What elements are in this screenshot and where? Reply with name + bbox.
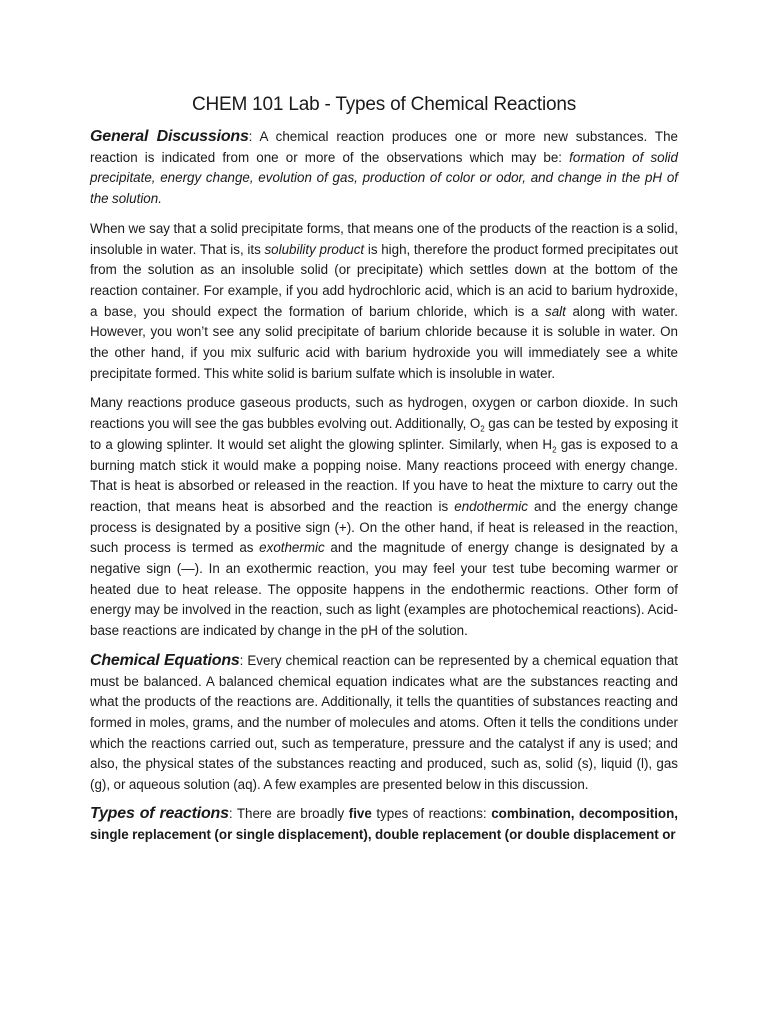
- heading-colon: :: [228, 805, 233, 821]
- heading-colon: :: [248, 129, 253, 144]
- text-run: Every chemical reaction can be represented by a chemical equation that must be balanced. A balanced chemical equation indicates what are the substances reacting and what the products of the reactions are. Additionally, it tells the quantities of substances reacting and formed in moles, grams, and the number of molecules and atoms. Often it tells the conditions under which the reactions carried out, such as temperature, pressure and the catalyst if any is used; and also, the physical states of the substances reacting and produced, such as, solid (s), liquid (l), gas (g), or aqueous solution (aq). A few examples are presented below in this discussion.: [90, 652, 678, 793]
- text-run: gas can be tested by exposing it to a glowing splinter. It would set alight the glowing splinter. Similarly, when H: [90, 416, 678, 452]
- text-run: and the energy change process is designated by a positive sign (+). On the other hand, if heat is released in the reaction, such process is termed as: [90, 498, 678, 556]
- text-run: types of reactions:: [371, 805, 492, 821]
- heading-colon: :: [239, 652, 244, 668]
- subscript-2: 2: [552, 445, 557, 455]
- paragraph-gas-and-energy: [90, 393, 678, 641]
- text-run: along with water. However, you won’t see any solid precipitate of barium chloride because it is soluble in water. On the other hand, if you mix sulfuric acid with barium hydroxide you will immediately see a white precipitate formed. This white solid is barium sulfate which is insoluble in water.: [90, 303, 678, 381]
- text-run: Many reactions produce gaseous products, such as hydrogen, oxygen or carbon dioxide. In such reactions you will see the gas bubbles evolving out. Additionally, O: [90, 395, 678, 432]
- bold-reaction-types: combination, decomposition, single replacement (or single displacement), double replacement (or double displacement or: [90, 805, 678, 842]
- subscript-2: 2: [480, 424, 485, 434]
- text-run: gas is exposed to a burning match stick it would make a popping noise. Many reactions proceed with energy change. That is heat is absorbed or released in the reaction. If you have to heat the mixture to carry out the reaction, that means heat is absorbed and the reaction is: [90, 436, 678, 514]
- paragraph-chemical-equations: [90, 651, 678, 796]
- italic-term-salt: salt: [545, 303, 566, 319]
- bold-term-five: five: [348, 805, 372, 821]
- text-run: A chemical reaction produces one or more new substances. The reaction is indicated from one or more of the observations which may be:: [90, 129, 678, 165]
- section-heading-general-discussions: General Discussions: [90, 128, 249, 145]
- document-title: CHEM 101 Lab - Types of Chemical Reactions: [191, 94, 577, 115]
- text-run: There are broadly: [232, 805, 349, 821]
- paragraph-precipitate: [90, 219, 678, 385]
- italic-term-endothermic: endothermic: [454, 498, 528, 514]
- italic-run: formation of solid precipitate, energy change, evolution of gas, production of color or odor, and change in the pH of the solution.: [90, 149, 678, 207]
- text-run: and the magnitude of energy change is designated by a negative sign (—). In an exothermic reaction, you may feel your test tube becoming warmer or heated due to heat release. The opposite happens in the endothermic reactions. Other form of energy may be involved in the reaction, such as light (examples are photochemical reactions). Acid-base reactions are indicated by change in the pH of the solution.: [90, 540, 678, 639]
- paragraph-general-discussions: [90, 127, 678, 210]
- text-run: When we say that a solid precipitate forms, that means one of the products of the reaction is a solid, insoluble in water. That is, its: [90, 220, 678, 257]
- section-heading-chemical-equations: Chemical Equations: [90, 651, 240, 669]
- italic-term-solubility-product: solubility product: [264, 241, 365, 257]
- section-heading-types-of-reactions: Types of reactions: [90, 804, 229, 822]
- paragraph-types-of-reactions: [90, 804, 678, 845]
- text-run: is high, therefore the product formed precipitates out from the solution as an insoluble solid (or precipitate) which settles down at the bottom of the reaction container. For example, if you add hydrochloric acid, which is an acid to barium hydroxide, a base, you should expect the formation of barium chloride, which is a: [90, 241, 678, 319]
- italic-term-exothermic: exothermic: [259, 540, 325, 556]
